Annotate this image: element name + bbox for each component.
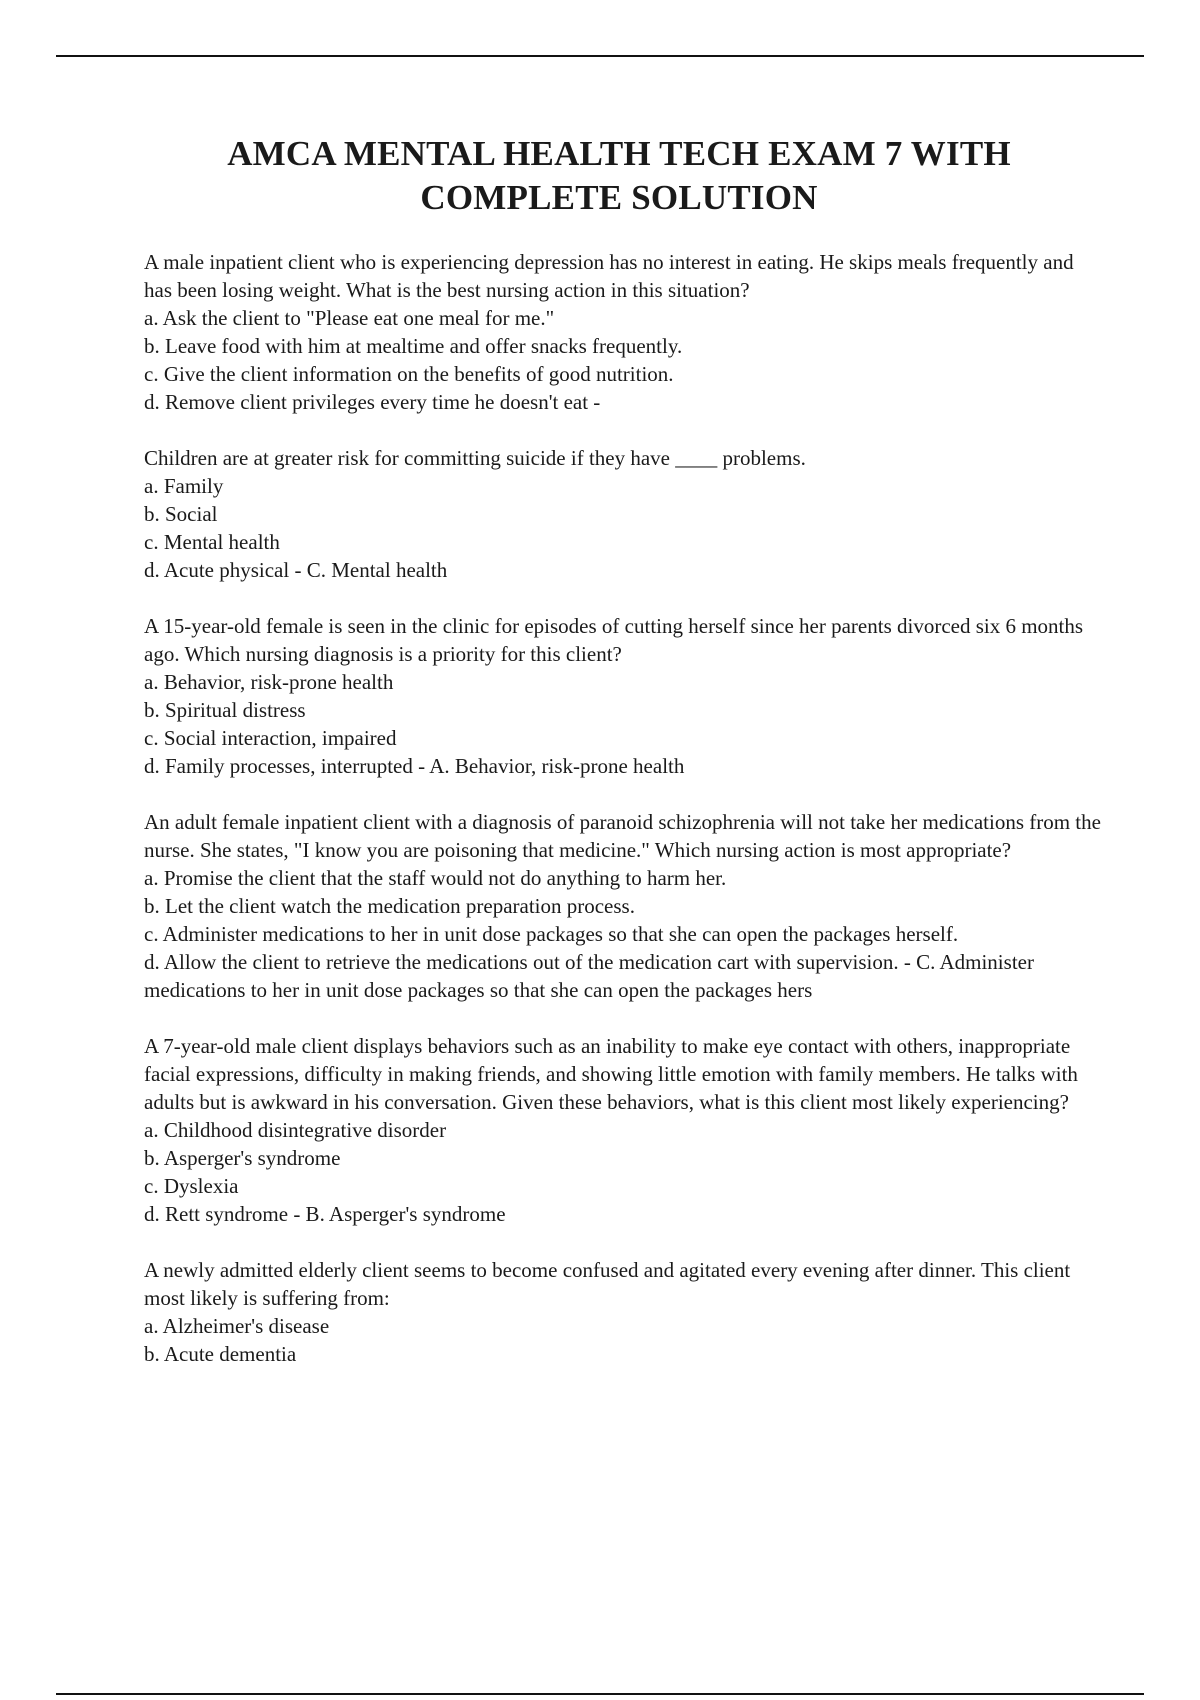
top-rule bbox=[56, 55, 1144, 57]
answer-option: b. Social bbox=[144, 502, 218, 526]
answer-option: a. Childhood disintegrative disorder bbox=[144, 1118, 447, 1142]
question-stem: Children are at greater risk for committing suicide if they have ____ problems. bbox=[144, 446, 806, 470]
question-4 bbox=[144, 808, 1104, 1004]
answer-option: b. Acute dementia bbox=[144, 1342, 297, 1366]
question-stem: An adult female inpatient client with a diagnosis of paranoid schizophrenia will not take her medications from the nurse. She states, "I know you are poisoning that medicine." Which nursing action is most appropriate? bbox=[144, 810, 1101, 862]
document-page bbox=[144, 132, 1104, 1396]
answer-option: d. Allow the client to retrieve the medications out of the medication cart with supervision. - C. Administer medications to her in unit dose packages so that she can open the packages hers bbox=[144, 950, 1034, 1002]
answer-option: d. Remove client privileges every time he doesn't eat - bbox=[144, 390, 601, 414]
title-line: COMPLETE SOLUTION bbox=[420, 178, 818, 217]
answer-option: b. Leave food with him at mealtime and offer snacks frequently. bbox=[144, 334, 683, 358]
answer-option: c. Give the client information on the benefits of good nutrition. bbox=[144, 362, 674, 386]
question-stem: A newly admitted elderly client seems to become confused and agitated every evening after dinner. This client most likely is suffering from: bbox=[144, 1258, 1071, 1310]
answer-option: d. Family processes, interrupted - A. Behavior, risk-prone health bbox=[144, 754, 685, 778]
answer-option: b. Asperger's syndrome bbox=[144, 1146, 341, 1170]
question-stem: A 15-year-old female is seen in the clinic for episodes of cutting herself since her parents divorced six 6 months ago. Which nursing diagnosis is a priority for this client? bbox=[144, 614, 1084, 666]
title-line: AMCA MENTAL HEALTH TECH EXAM 7 WITH bbox=[227, 134, 1011, 173]
answer-option: a. Promise the client that the staff would not do anything to harm her. bbox=[144, 866, 727, 890]
document-title bbox=[134, 132, 1104, 220]
question-5 bbox=[144, 1032, 1104, 1228]
answer-options bbox=[144, 1116, 1104, 1228]
question-6 bbox=[144, 1256, 1104, 1368]
question-2 bbox=[144, 444, 1104, 584]
question-stem: A male inpatient client who is experiencing depression has no interest in eating. He skips meals frequently and has been losing weight. What is the best nursing action in this situation? bbox=[144, 250, 1074, 302]
question-1 bbox=[144, 248, 1104, 416]
question-stem: A 7-year-old male client displays behaviors such as an inability to make eye contact with others, inappropriate facial expressions, difficulty in making friends, and showing little emotion with family members. He talks with adults but is awkward in his conversation. Given these behaviors, what is this client most likely experiencing? bbox=[144, 1034, 1078, 1114]
answer-option: b. Spiritual distress bbox=[144, 698, 306, 722]
answer-options bbox=[144, 668, 1104, 780]
answer-option: a. Family bbox=[144, 474, 224, 498]
bottom-rule bbox=[56, 1693, 1144, 1695]
answer-options bbox=[144, 864, 1104, 1004]
question-3 bbox=[144, 612, 1104, 780]
answer-option: a. Ask the client to "Please eat one meal for me." bbox=[144, 306, 555, 330]
answer-option: b. Let the client watch the medication preparation process. bbox=[144, 894, 635, 918]
answer-option: a. Alzheimer's disease bbox=[144, 1314, 330, 1338]
answer-option: c. Administer medications to her in unit dose packages so that she can open the packages herself. bbox=[144, 922, 959, 946]
answer-option: d. Rett syndrome - B. Asperger's syndrome bbox=[144, 1202, 506, 1226]
answer-option: a. Behavior, risk-prone health bbox=[144, 670, 394, 694]
answer-option: c. Dyslexia bbox=[144, 1174, 239, 1198]
answer-option: c. Social interaction, impaired bbox=[144, 726, 397, 750]
answer-option: c. Mental health bbox=[144, 530, 280, 554]
answer-option: d. Acute physical - C. Mental health bbox=[144, 558, 448, 582]
answer-options bbox=[144, 472, 1104, 584]
answer-options bbox=[144, 1312, 1104, 1368]
answer-options bbox=[144, 304, 1104, 416]
